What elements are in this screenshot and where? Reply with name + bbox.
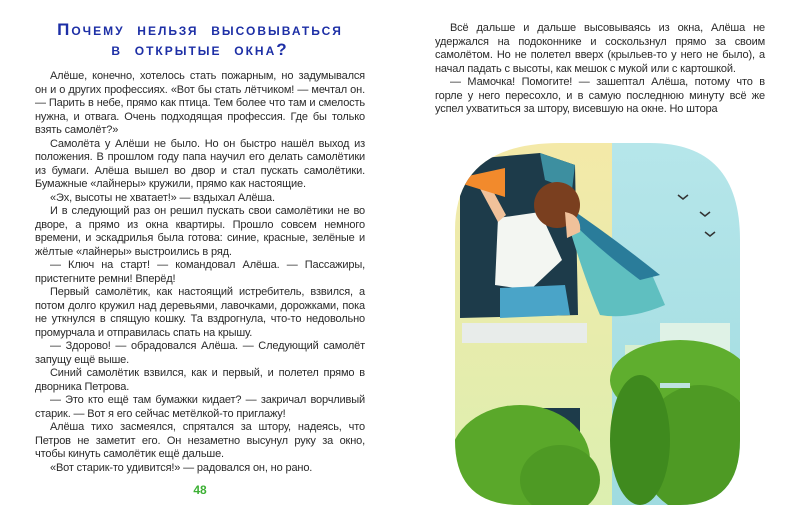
paragraph: Самолёта у Алёши не было. Но он быстро нашёл выход из положения. В прошлом году папа научил его делать самолётики из бумаги. Алёша вышел во двор и стал пускать самолётики. Бумажные «лайнеры» кружили, прямо как настоящие. bbox=[35, 137, 365, 190]
bush bbox=[520, 445, 600, 515]
paragraph: Синий самолётик взвился, как и первый, и полетел прямо в дворника Петрова. bbox=[35, 367, 365, 393]
paragraph: — Ключ на старт! — командовал Алёша. — Пассажиры, пристегните ремни! Вперёд! bbox=[35, 259, 365, 285]
paragraph: Алёше, конечно, хотелось стать пожарным, но задумывался он и о других профессиях. «Вот бы стать лётчиком! — мечтал он. — Парить в небе, прямо как птица. Тем более что там и смелость нужна, и отвага. Очень подходящая профессия. Где бы только взять самолёт?» bbox=[35, 70, 365, 136]
right-page bbox=[400, 0, 800, 520]
chapter-title-line-2: в открытые окна? bbox=[111, 40, 289, 59]
paragraph: И в следующий раз он решил пускать свои самолётики не во дворе, а прямо из окна квартиры. Прошло совсем немного времени, и эскадрилья была готова: синие, красные, зелёные и жёлтые «лайнеры» выстроились в ряд. bbox=[35, 205, 365, 258]
paragraph: Алёша тихо засмеялся, спрятался за штору, надеясь, что Петров не заметит его. Он незаметно высунул руку за окно, чтобы кинуть самолётик ещё дальше. bbox=[35, 421, 365, 460]
left-text-column bbox=[35, 70, 365, 475]
illustration-boy-at-window bbox=[400, 0, 800, 520]
left-page-body bbox=[35, 70, 365, 497]
chapter-title-line-1: Почему нельзя высовываться bbox=[57, 20, 343, 39]
lamp-post bbox=[660, 383, 690, 388]
tree bbox=[610, 375, 670, 505]
paragraph: — Это кто ещё там бумажки кидает? — закричал ворчливый старик. — Вот я его сейчас метёлкой-то приглажу! bbox=[35, 394, 365, 420]
paragraph: Первый самолётик, как настоящий истребитель, взвился, а потом долго кружил над деревьями, лавочками, дорожками, пока не уткнулся в спящую кошку. Та вздрогнула, что-то недовольно промурчала и отправилась спать на крышу. bbox=[35, 286, 365, 339]
paragraph: Всё дальше и дальше высовываясь из окна, Алёша не удержался на подоконнике и соскользнул прямо за своим самолётом. Но не полетел вверх (крыльев-то у него не было), а начал падать с высоты, как мешок с мукой или с картошкой. bbox=[435, 22, 765, 75]
chapter-title bbox=[0, 20, 400, 60]
paragraph: «Вот старик-то удивится!» — радовался он, но рано. bbox=[50, 461, 313, 474]
boy-jeans bbox=[500, 285, 570, 318]
page-number: 48 bbox=[193, 483, 207, 497]
paragraph: «Эх, высоты не хватает!» — вздыхал Алёша. bbox=[50, 191, 275, 204]
paragraph: — Здорово! — обрадовался Алёша. — Следующий самолёт запущу ещё выше. bbox=[35, 340, 365, 366]
paragraph: — Мамочка! Помогите! — зашептал Алёша, потому что в горле у него пересохло, и в самую последнюю минуту всё же успел ухватиться за штору, висевшую на окне. Но штора bbox=[435, 76, 765, 115]
window-sill bbox=[462, 323, 587, 343]
